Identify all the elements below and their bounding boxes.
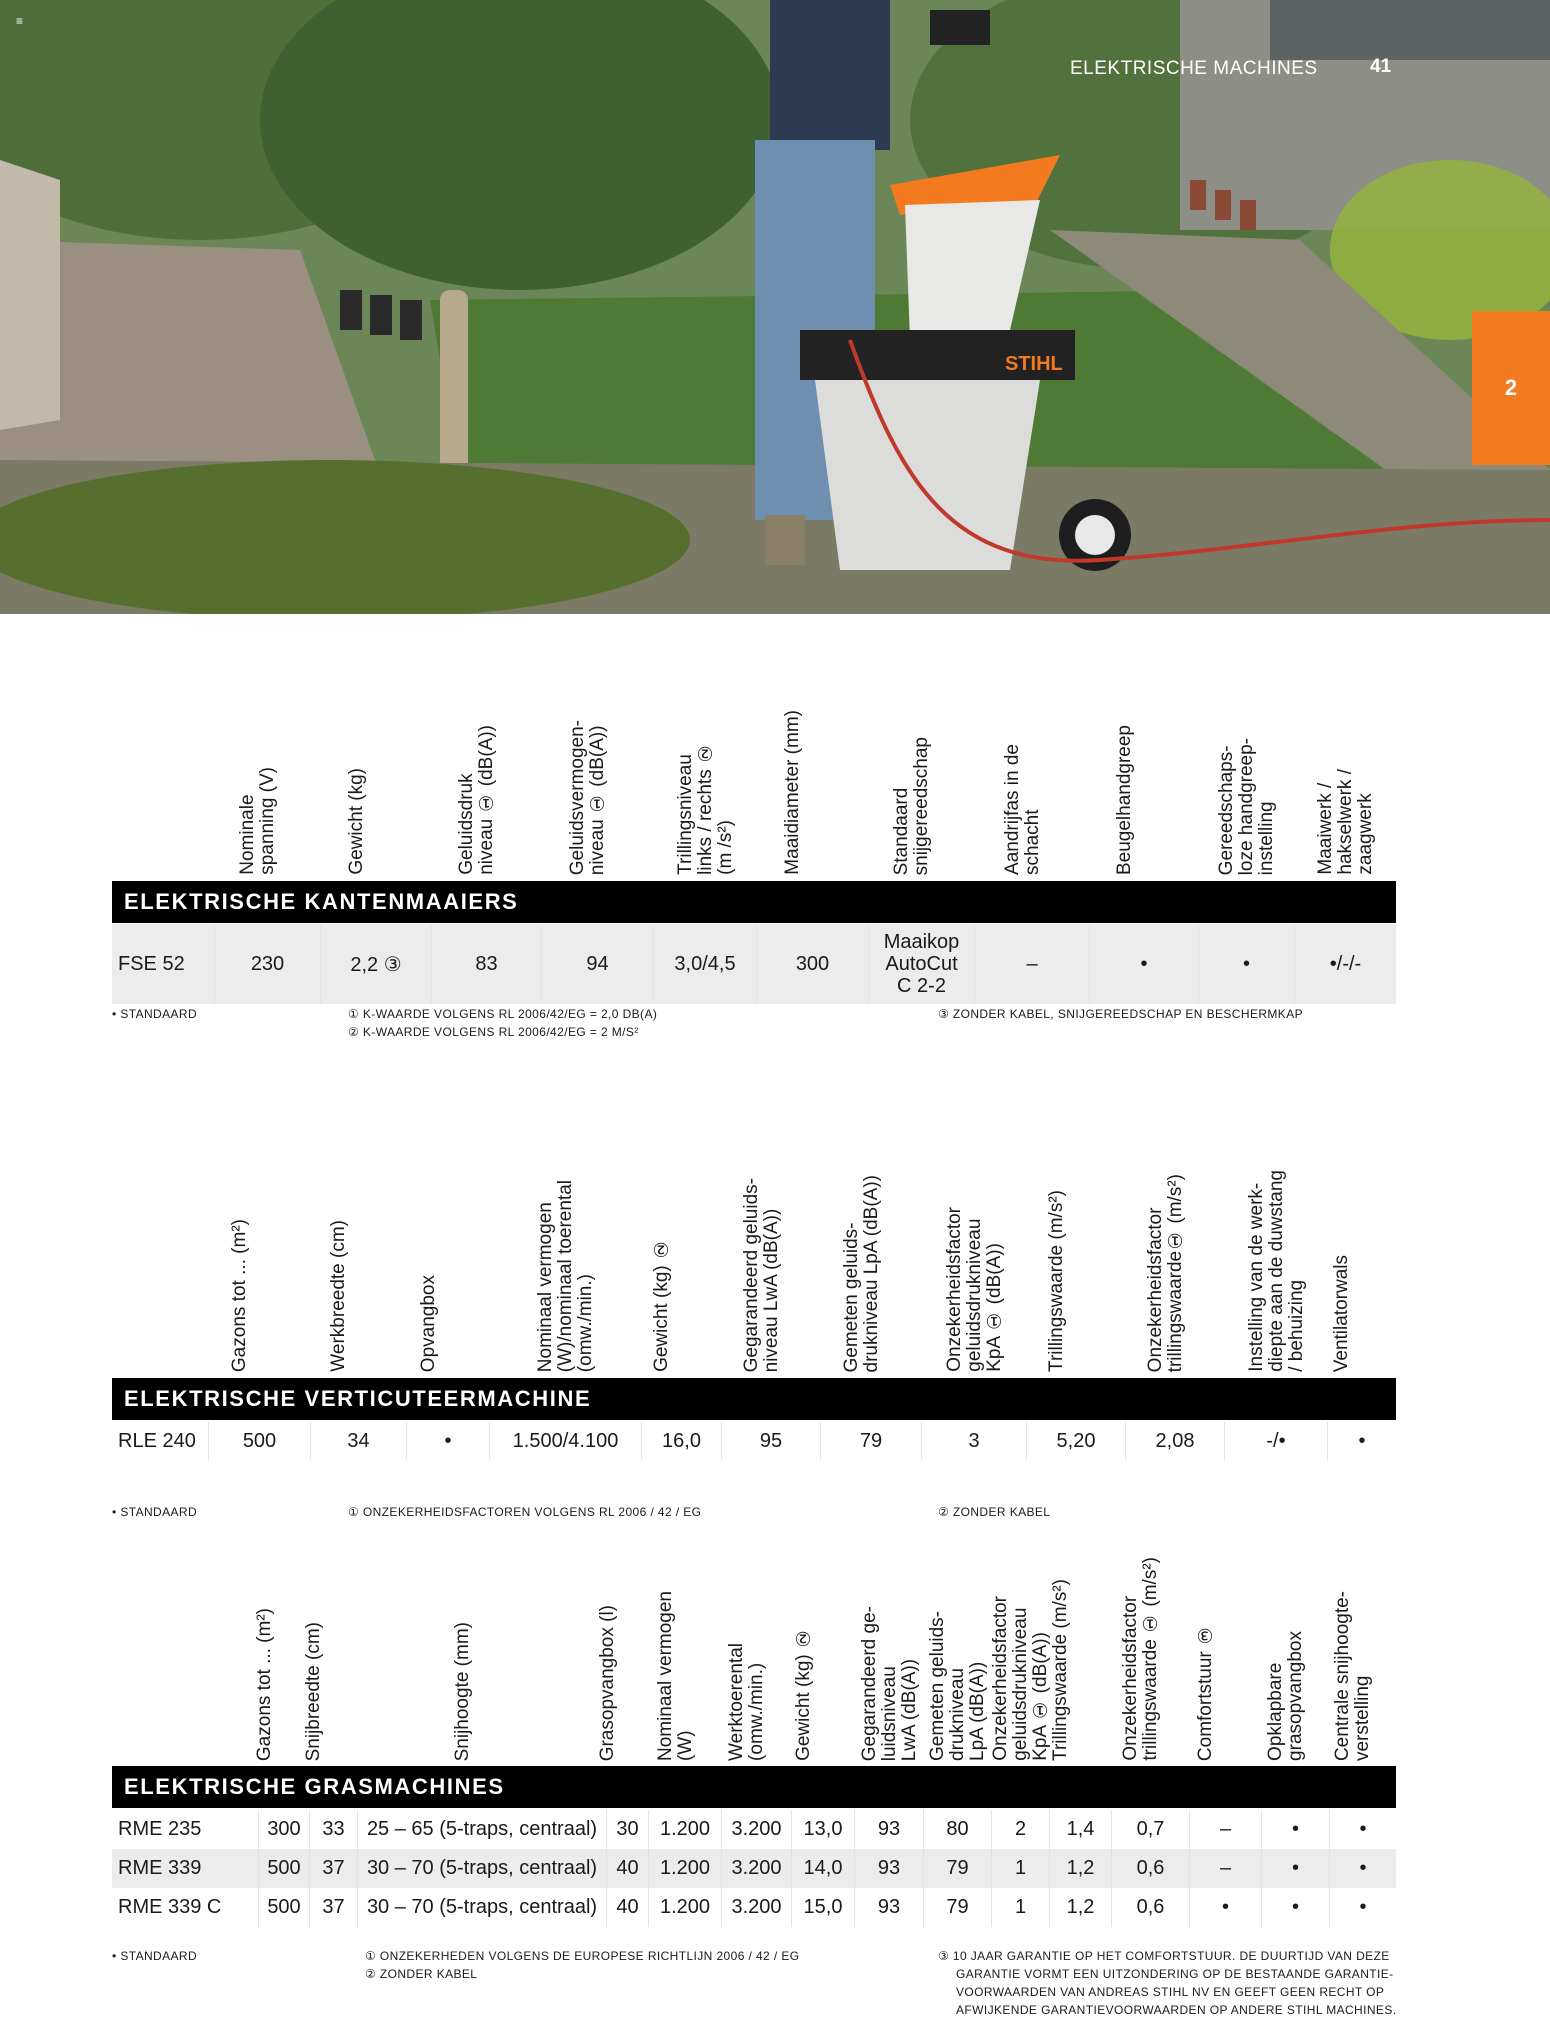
kantenmaaiers-title: ELEKTRISCHE KANTENMAAIERS [112, 881, 1396, 923]
column-header: Nominaal vermogen (W) [654, 1590, 696, 1761]
table-cell: 300 [259, 1810, 310, 1849]
column-header: Aandrijfas in de schacht [1001, 744, 1043, 875]
model-name: RME 235 [112, 1810, 259, 1849]
column-header: Comfortstuur ③ [1195, 1623, 1216, 1761]
table-cell: 13,0 [792, 1810, 855, 1849]
menu-icon: ≡ [16, 14, 24, 28]
column-header: Gewicht (kg) ② [651, 1238, 672, 1372]
table-cell: 1.200 [649, 1849, 722, 1888]
table-cell: 230 [215, 924, 321, 1004]
table-cell: 3 [922, 1422, 1027, 1460]
table-cell: 37 [310, 1888, 358, 1927]
model-name: RME 339 [112, 1849, 259, 1888]
column-header: Centrale snijhoogte- verstelling [1332, 1590, 1373, 1761]
kantenmaaiers-column-headers [112, 690, 1396, 875]
table-cell: • [1262, 1888, 1330, 1927]
table-cell: 1.200 [649, 1810, 722, 1849]
table-cell: 500 [209, 1422, 311, 1460]
table-cell: • [1090, 924, 1199, 1004]
table-cell: 15,0 [792, 1888, 855, 1927]
chapter-tab[interactable]: 2 [1472, 311, 1550, 465]
footnote-2: ② ZONDER KABEL [365, 1967, 478, 1981]
section-title: ELEKTRISCHE MACHINES [1070, 58, 1318, 79]
column-header: Onzekerheidsfactor trillingswaarde① (m/s²) [1144, 1173, 1186, 1372]
column-header: Grasopvangbox (l) [597, 1604, 618, 1761]
table-cell: • [1262, 1810, 1330, 1849]
table-cell: • [1199, 924, 1295, 1004]
column-header: Onzekerheidsfactor geluidsdrukniveau KpA ① (dB(A)) [990, 1596, 1051, 1761]
column-header: Trillingswaarde (m/s²) [1050, 1579, 1071, 1761]
table-cell: 5,20 [1027, 1422, 1126, 1460]
table-cell: •/-/- [1329, 952, 1362, 975]
column-header: Werktoerental (omw./min.) [726, 1643, 767, 1761]
table-row [112, 1888, 1396, 1927]
footnote-1: ① ONZEKERHEDEN VOLGENS DE EUROPESE RICHTLIJN 2006 / 42 / EG [365, 1949, 800, 1963]
table-cell: Maaikop AutoCut C 2-2 [869, 924, 975, 1004]
table-row [112, 1849, 1396, 1888]
hero-photo [0, 0, 1550, 614]
table-cell: 93 [855, 1810, 924, 1849]
column-header: Onzekerheidsfactor trillingswaarde ① (m/s²) [1120, 1557, 1161, 1761]
grasmachines-column-headers [112, 1555, 1396, 1761]
table-cell: 79 [924, 1888, 992, 1927]
table-cell: 3,0/4,5 [654, 924, 757, 1004]
table-cell: 93 [855, 1888, 924, 1927]
table-cell: • [407, 1422, 490, 1460]
column-header: Gemeten geluids- drukniveau LpA (dB(A)) [840, 1174, 882, 1372]
table-cell: 79 [924, 1849, 992, 1888]
verticuteer-title: ELEKTRISCHE VERTICUTEERMACHINE [112, 1378, 1396, 1420]
table-cell: 80 [924, 1810, 992, 1849]
table-cell: 40 [607, 1849, 649, 1888]
table-cell: 2,08 [1126, 1422, 1225, 1460]
footnote-3: ③ ZONDER KABEL, SNIJGEREEDSCHAP EN BESCHERMKAP [938, 1007, 1304, 1021]
footnote-1: ① K-WAARDE VOLGENS RL 2006/42/EG = 2,0 DB(A) [348, 1007, 658, 1021]
table-cell: 0,6 [1112, 1888, 1190, 1927]
column-header: Nominale spanning (V) [237, 767, 278, 875]
table-cell: 3.200 [722, 1810, 792, 1849]
table-cell: 83 [432, 924, 542, 1004]
table-cell: 2,2 ③ [321, 924, 432, 1004]
column-header: Geluidsvermogen- niveau ① (dB(A)) [567, 719, 608, 875]
table-cell: – [1190, 1849, 1262, 1888]
column-header: Gereedschaps- loze handgreep- instelling [1216, 737, 1277, 875]
table-cell: 30 [607, 1810, 649, 1849]
table-cell: • [1190, 1888, 1262, 1927]
column-header: Gazons tot ... (m²) [229, 1218, 250, 1372]
column-header: Werkbreedte (cm) [328, 1220, 349, 1372]
column-header: Gewicht (kg) [345, 768, 367, 875]
footnote-3: ③ 10 JAAR GARANTIE OP HET COMFORTSTUUR. DE DUURTIJD VAN DEZE [938, 1949, 1390, 1963]
footnote-1: ① ONZEKERHEIDSFACTOREN VOLGENS RL 2006 / 42 / EG [348, 1505, 702, 1519]
table-cell: 300 [757, 924, 869, 1004]
column-header: Gewicht (kg) ② [792, 1627, 814, 1761]
table-cell: 37 [310, 1849, 358, 1888]
table-cell: 40 [607, 1888, 649, 1927]
table-cell: – [1190, 1810, 1262, 1849]
table-cell: 95 [722, 1422, 821, 1460]
column-header: Trillingswaarde (m/s²) [1045, 1190, 1067, 1372]
table-cell: • [1262, 1849, 1330, 1888]
column-header: Gegarandeerd geluids- niveau LwA (dB(A)) [740, 1177, 782, 1372]
table-cell: 94 [542, 924, 654, 1004]
footnote-3-line-3: VOORWAARDEN VAN ANDREAS STIHL NV EN GEEFT GEEN RECHT OP [956, 1985, 1385, 1999]
table-cell: 16,0 [642, 1422, 722, 1460]
column-header: Opvangbox [417, 1274, 439, 1372]
column-header: Geluidsdruk niveau ① (dB(A)) [456, 725, 497, 875]
table-cell: • [1359, 1857, 1367, 1879]
table-row [112, 1422, 1396, 1460]
column-header: Standaard snijgereedschap [891, 736, 932, 875]
footnote-2: ② ZONDER KABEL [938, 1505, 1051, 1519]
table-cell: 1,4 [1050, 1810, 1112, 1849]
verticuteer-column-headers [112, 1120, 1396, 1372]
model-name: FSE 52 [112, 924, 215, 1004]
column-header: Gemeten geluids- drukniveau LpA (dB(A)) [927, 1611, 988, 1761]
table-cell: 1.500/4.100 [490, 1422, 642, 1460]
table-cell: 500 [259, 1888, 310, 1927]
column-header: Onzekerheidsfactor geluidsdrukniveau KpA ① (dB(A)) [943, 1207, 1005, 1372]
table-cell: -/• [1225, 1422, 1328, 1460]
table-cell: 93 [855, 1849, 924, 1888]
table-cell: 1,2 [1050, 1849, 1112, 1888]
model-name: RLE 240 [112, 1422, 209, 1460]
column-header: Maaidiameter (mm) [782, 710, 803, 875]
column-header: Ventilatorwals [1331, 1254, 1352, 1372]
table-cell: 25 – 65 (5-traps, centraal) [358, 1810, 607, 1849]
table-cell: 79 [821, 1422, 922, 1460]
table-cell: 500 [259, 1849, 310, 1888]
table-cell: 14,0 [792, 1849, 855, 1888]
column-header: Beugelhandgreep [1113, 724, 1135, 875]
column-header: Maaiwerk / hakselwerk / zaagwerk [1314, 769, 1376, 875]
footnote-standard: • STANDAARD [112, 1505, 198, 1519]
table-cell: 33 [310, 1810, 358, 1849]
column-header: Trillingsniveau links / rechts ② (m /s²) [674, 742, 736, 875]
column-header: Snijhoogte (mm) [451, 1621, 473, 1761]
table-cell: 0,7 [1112, 1810, 1190, 1849]
footnote-2: ② K-WAARDE VOLGENS RL 2006/42/EG = 2 M/S² [348, 1025, 639, 1039]
table-cell: 3.200 [722, 1849, 792, 1888]
table-cell: 1.200 [649, 1888, 722, 1927]
model-name: RME 339 C [112, 1888, 259, 1927]
table-cell: 3.200 [722, 1888, 792, 1927]
table-cell: • [1359, 1818, 1367, 1840]
footnote-3-line-2: GARANTIE VORMT EEN UITZONDERING OP DE BESTAANDE GARANTIE- [956, 1967, 1394, 1981]
column-header: Opklapbare grasopvangbox [1265, 1631, 1306, 1761]
page-number: 41 [1370, 56, 1392, 77]
footnote-standard: • STANDAARD [112, 1007, 198, 1021]
table-cell: 0,6 [1112, 1849, 1190, 1888]
table-cell: 1,2 [1050, 1888, 1112, 1927]
column-header: Snijbreedte (cm) [303, 1621, 324, 1761]
column-header: Instelling van de werk- diepte aan de duwstang / behuizing [1245, 1170, 1307, 1372]
footnote-3-line-4: AFWIJKENDE GARANTIEVOORWAARDEN OP ANDERE STIHL MACHINES. [956, 2003, 1397, 2017]
table-row [112, 1810, 1396, 1849]
table-cell: 1 [992, 1888, 1050, 1927]
column-header: Gegarandeerd ge- luidsniveau LwA (dB(A)) [858, 1605, 920, 1761]
column-header: Nominaal vermogen (W)/nominaal toerental (omw./min.) [535, 1179, 596, 1372]
table-cell: • [1359, 1896, 1367, 1918]
svg-text:STIHL: STIHL [1005, 353, 1063, 375]
table-cell: 2 [992, 1810, 1050, 1849]
table-cell: • [1358, 1429, 1366, 1452]
grasmachines-title: ELEKTRISCHE GRASMACHINES [112, 1766, 1396, 1808]
table-cell: 34 [311, 1422, 407, 1460]
table-row [112, 924, 1396, 1004]
garden-shredder-illustration [0, 0, 1550, 614]
table-cell: 1 [992, 1849, 1050, 1888]
table-cell: 30 – 70 (5-traps, centraal) [358, 1849, 607, 1888]
column-header: Gazons tot ... (m²) [253, 1607, 275, 1761]
table-cell: – [975, 924, 1090, 1004]
table-cell: 30 – 70 (5-traps, centraal) [358, 1888, 607, 1927]
footnote-standard: • STANDAARD [112, 1949, 198, 1963]
